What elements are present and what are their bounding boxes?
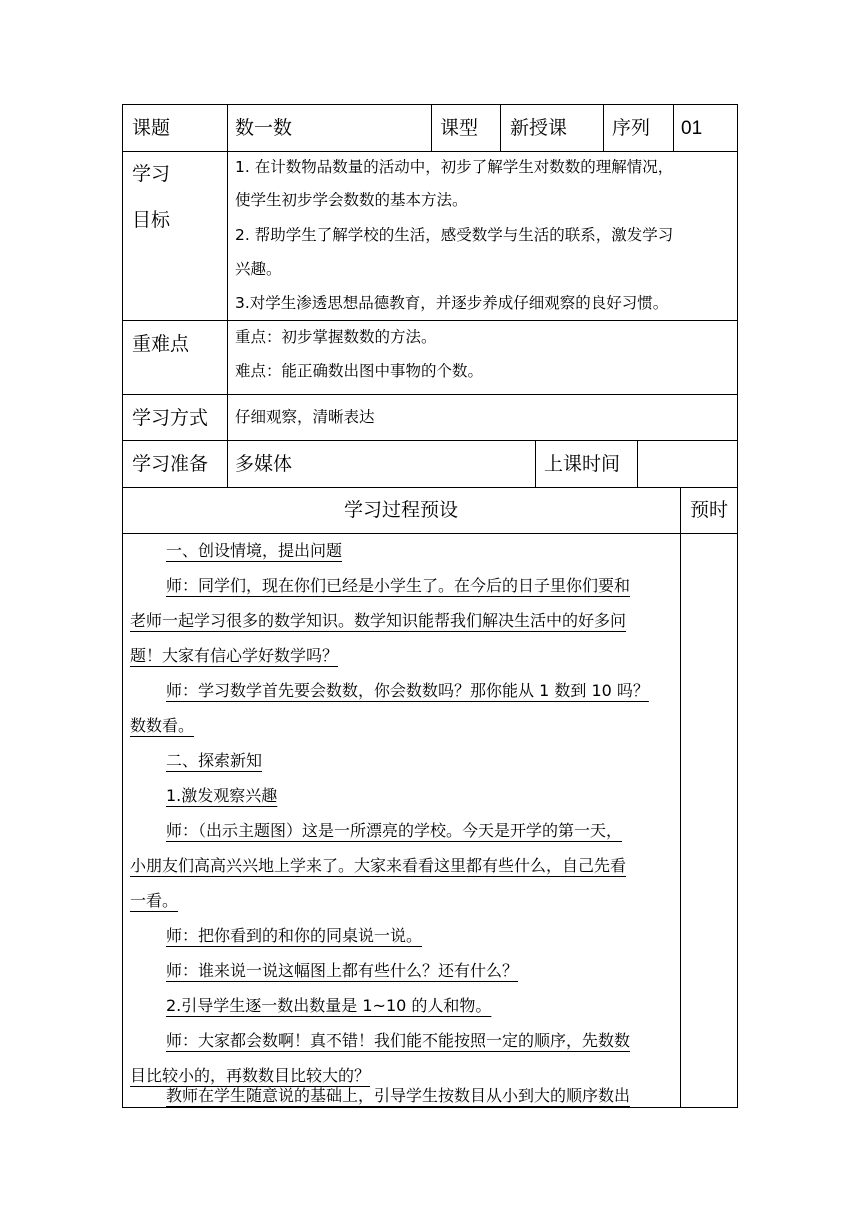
time-column-header: 预时 [689, 499, 728, 521]
process-line: 师：同学们，现在你们已经是小学生了。在今后的日子里你们要和 [166, 576, 631, 595]
table-border [680, 487, 681, 1108]
seq-label: 序列 [612, 117, 651, 139]
method-value: 仔细观察，清晰表达 [235, 408, 375, 426]
process-line-text: 师：把你看到的和你的同桌说一说。 [166, 926, 423, 945]
table-border [500, 104, 501, 151]
process-line: 小朋友们高高兴兴地上学来了。大家来看看这里都有些什么，自己先看 [130, 856, 627, 875]
process-line: 师：（出示主题图）这是一所漂亮的学校。今天是开学的第一天， [166, 821, 623, 840]
table-border [122, 104, 123, 1108]
process-line [130, 743, 675, 779]
table-border [227, 104, 228, 487]
goals-label-line1: 学习 [132, 163, 171, 185]
type-value: 新授课 [510, 117, 568, 139]
table-border [122, 104, 738, 105]
process-line: 目比较小的，再数数目比较大的？ [130, 1066, 371, 1085]
process-line [130, 953, 675, 989]
process-line [130, 778, 675, 814]
process-line: 数数看。 [130, 716, 195, 735]
process-line [130, 918, 675, 954]
type-label: 课型 [440, 117, 479, 139]
topic-value: 数一数 [235, 117, 293, 139]
process-line: 一看。 [130, 891, 179, 910]
process-line-text: 1.激发观察兴趣 [166, 786, 278, 805]
table-border [673, 104, 674, 151]
table-border [737, 104, 738, 1108]
goal-line: 3.对学生渗透思想品德教育，并逐步养成仔细观察的良好习惯。 [235, 294, 669, 312]
table-border [122, 394, 738, 395]
table-border [122, 440, 738, 441]
goals-label-line2: 目标 [132, 209, 171, 231]
seq-value: 01 [681, 118, 703, 139]
process-line-text: 2.引导学生逐一数出数量是 1~10 的人和物。 [166, 996, 492, 1015]
table-border [122, 487, 738, 488]
process-line: 师：大家都会数啊！真不错！我们能不能按照一定的顺序，先数数 [166, 1031, 631, 1050]
goal-line: 使学生初步学会数数的基本方法。 [235, 191, 468, 209]
keypoints-difficulty: 难点：能正确数出图中事物的个数。 [235, 362, 484, 380]
keypoints-label: 重难点 [132, 333, 190, 355]
prep-label: 学习准备 [132, 453, 209, 475]
goal-line: 兴趣。 [235, 260, 282, 278]
process-line: 题！大家有信心学好数学吗？ [130, 646, 339, 665]
process-title: 学习过程预设 [343, 499, 458, 521]
goal-line: 2. 帮助学生了解学校的生活，感受数学与生活的联系，激发学习 [235, 226, 674, 244]
prep-value: 多媒体 [235, 453, 293, 475]
keypoints-focus: 重点：初步掌握数数的方法。 [235, 328, 437, 346]
table-border [535, 440, 536, 487]
process-line-text: 二、探索新知 [166, 751, 263, 770]
process-line: 师：学习数学首先要会数数，你会数数吗？那你能从 1 数到 10 吗？ [166, 681, 649, 700]
process-line [130, 988, 675, 1024]
method-label: 学习方式 [132, 407, 209, 429]
process-line: 老师一起学习很多的数学知识。数学知识能帮我们解决生活中的好多问 [130, 611, 627, 630]
table-border [431, 104, 432, 151]
class-time-label: 上课时间 [544, 453, 621, 475]
table-border [603, 104, 604, 151]
process-line: 教师在学生随意说的基础上，引导学生按数目从小到大的顺序数出 [166, 1086, 631, 1105]
process-line-text: 师：谁来说一说这幅图上都有些什么？还有什么？ [166, 961, 519, 980]
goal-line: 1. 在计数物品数量的活动中，初步了解学生对数数的理解情况， [235, 158, 674, 176]
topic-label: 课题 [132, 117, 171, 139]
table-border [637, 440, 638, 487]
process-line: 一、创设情境，提出问题 [166, 541, 343, 560]
